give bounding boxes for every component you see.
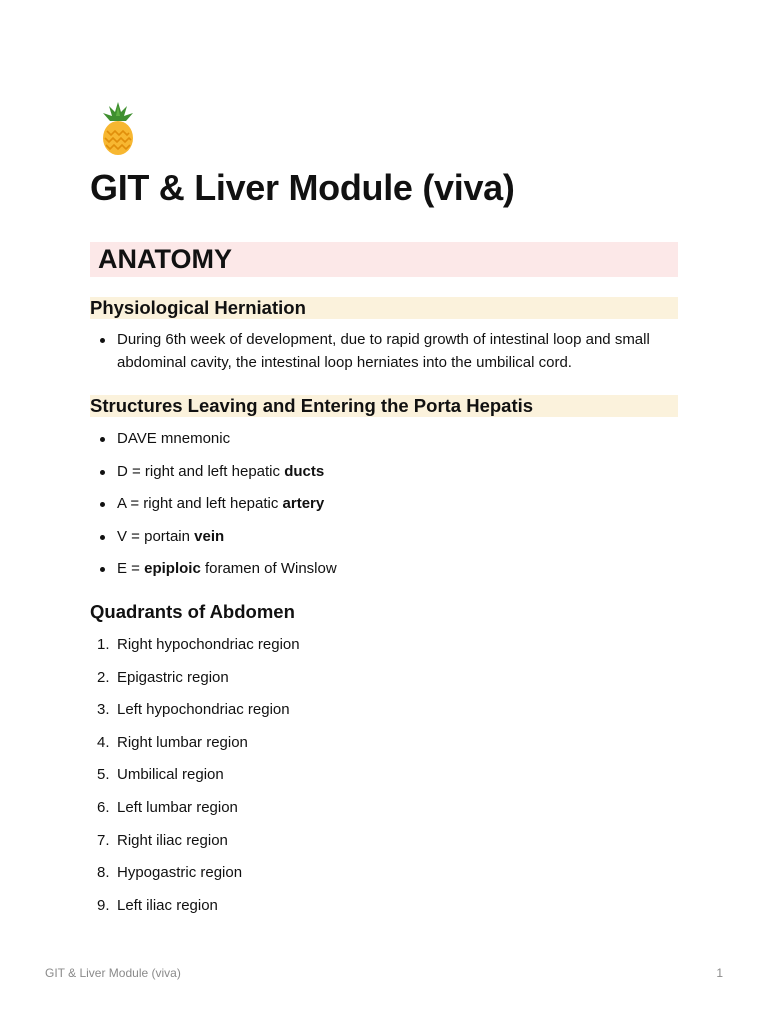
footer-page-number: 1 bbox=[716, 966, 723, 980]
subheading-herniation bbox=[90, 297, 678, 319]
herniation-line-2: abdominal cavity, the intestinal loop herniates into the umbilical cord. bbox=[117, 354, 572, 371]
list-item bbox=[90, 796, 678, 819]
list-item bbox=[90, 731, 678, 754]
subheading-quadrants-text: Quadrants of Abdomen bbox=[90, 601, 295, 622]
subheading-quadrants bbox=[90, 601, 678, 623]
item-text: E = bbox=[117, 560, 145, 577]
list-item bbox=[90, 557, 678, 580]
item-number: 9. bbox=[97, 896, 110, 914]
item-number: 4. bbox=[97, 733, 110, 751]
item-bold-text: vein bbox=[194, 527, 225, 545]
list-item bbox=[90, 698, 678, 721]
item-number: 6. bbox=[97, 798, 110, 816]
item-text: V = portain bbox=[117, 527, 195, 545]
subheading-porta-hepatis-text: Structures Leaving and Entering the Porta Hepatis bbox=[90, 395, 534, 416]
list-item bbox=[90, 894, 678, 917]
item-text: Right lumbar region bbox=[117, 733, 248, 751]
item-text: Hypogastric region bbox=[117, 864, 243, 882]
item-number: 1. bbox=[97, 636, 110, 653]
heading-anatomy-text: ANATOMY bbox=[98, 244, 232, 274]
page-title: GIT & Liver Module (viva) bbox=[90, 167, 515, 208]
item-text: Right iliac region bbox=[117, 831, 228, 849]
item-text: Umbilical region bbox=[117, 766, 224, 784]
list-item bbox=[90, 525, 678, 548]
footer-document-title: GIT & Liver Module (viva) bbox=[45, 966, 181, 980]
item-number: 2. bbox=[97, 668, 110, 686]
section-heading-anatomy bbox=[90, 242, 678, 277]
porta-hepatis-list bbox=[90, 427, 678, 580]
list-item bbox=[90, 427, 678, 450]
item-number: 3. bbox=[97, 701, 110, 719]
item-number: 8. bbox=[97, 864, 110, 882]
item-text: Left hypochondriac region bbox=[117, 701, 290, 719]
subheading-herniation-text: Physiological Herniation bbox=[90, 297, 306, 318]
herniation-line-1: During 6th week of development, due to rapid growth of intestinal loop and small bbox=[117, 331, 650, 348]
item-bold-text: artery bbox=[282, 495, 325, 512]
item-text: Left lumbar region bbox=[117, 798, 238, 816]
item-text: DAVE mnemonic bbox=[117, 430, 231, 447]
item-text: Epigastric region bbox=[117, 668, 229, 686]
herniation-list bbox=[90, 328, 678, 374]
item-number: 5. bbox=[97, 766, 110, 784]
quadrants-list bbox=[90, 633, 678, 917]
item-text-post: foramen of Winslow bbox=[200, 560, 337, 577]
item-text: Right hypochondriac region bbox=[117, 636, 300, 653]
item-text: Left iliac region bbox=[117, 896, 218, 914]
item-number: 7. bbox=[97, 831, 110, 849]
list-item bbox=[90, 492, 678, 515]
list-item bbox=[90, 861, 678, 884]
pineapple-icon bbox=[96, 100, 140, 156]
item-bold-text: epiploic bbox=[144, 560, 201, 577]
item-text: A = right and left hepatic bbox=[117, 495, 283, 512]
list-item bbox=[90, 460, 678, 483]
list-item bbox=[90, 666, 678, 689]
list-item bbox=[90, 829, 678, 852]
list-item bbox=[90, 328, 678, 374]
list-item bbox=[90, 633, 678, 656]
item-bold-text: ducts bbox=[284, 462, 325, 480]
subheading-porta-hepatis bbox=[90, 395, 678, 417]
item-text: D = right and left hepatic bbox=[117, 462, 285, 480]
list-item bbox=[90, 763, 678, 786]
